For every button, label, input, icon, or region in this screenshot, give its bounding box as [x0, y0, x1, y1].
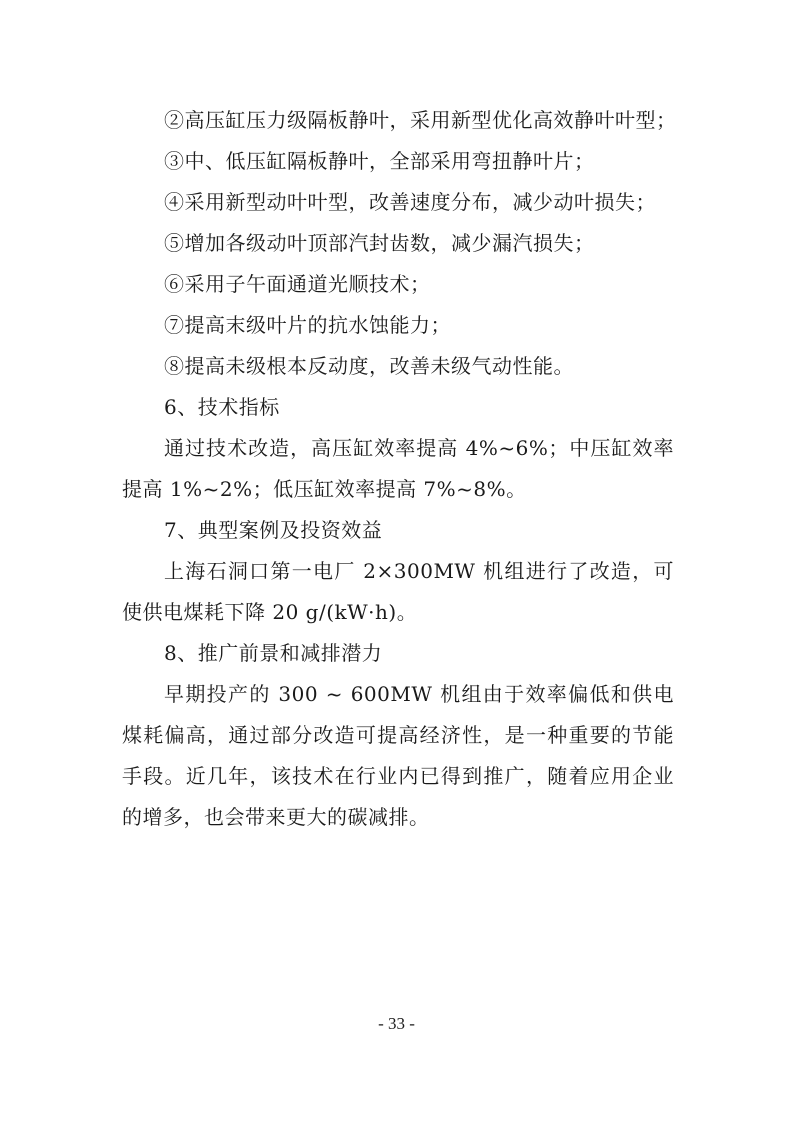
page-number: - 33 - — [378, 1014, 415, 1033]
list-item: ③中、低压缸隔板静叶，全部采用弯扭静叶片； — [164, 149, 595, 173]
section-body-technical-indicators: 通过技术改造，高压缸效率提高 4%~6%；中压缸效率提高 1%~2%；低压缸效率提高 7%~8%。 — [122, 436, 674, 501]
list-item: ⑥采用子午面通道光顺技术； — [164, 272, 431, 296]
list-item: ②高压缸压力级隔板静叶，采用新型优化高效静叶叶型； — [164, 108, 677, 132]
list-item: ⑤增加各级动叶顶部汽封齿数，减少漏汽损失； — [164, 231, 595, 255]
list-item: ④采用新型动叶叶型，改善速度分布，减少动叶损失； — [164, 190, 656, 214]
list-item: ⑧提高未级根本反动度，改善未级气动性能。 — [164, 354, 574, 378]
section-heading-promotion-prospects: 8、推广前景和减排潜力 — [164, 641, 383, 665]
page-content — [122, 100, 677, 838]
section-heading-technical-indicators: 6、技术指标 — [164, 395, 280, 419]
list-item: ⑦提高末级叶片的抗水蚀能力； — [164, 313, 451, 337]
section-body-promotion-prospects: 早期投产的 300 ~ 600MW 机组由于效率偏低和供电煤耗偏高，通过部分改造可提高经济性，是一种重要的节能手段。近几年，该技术在行业内已得到推广，随着应用企业的增多，也会带来更大的碳减排。 — [122, 682, 674, 829]
section-heading-typical-cases: 7、典型案例及投资效益 — [164, 518, 383, 542]
section-body-typical-cases: 上海石洞口第一电厂 2×300MW 机组进行了改造，可使供电煤耗下降 20 g/(kW·h)。 — [122, 559, 674, 624]
